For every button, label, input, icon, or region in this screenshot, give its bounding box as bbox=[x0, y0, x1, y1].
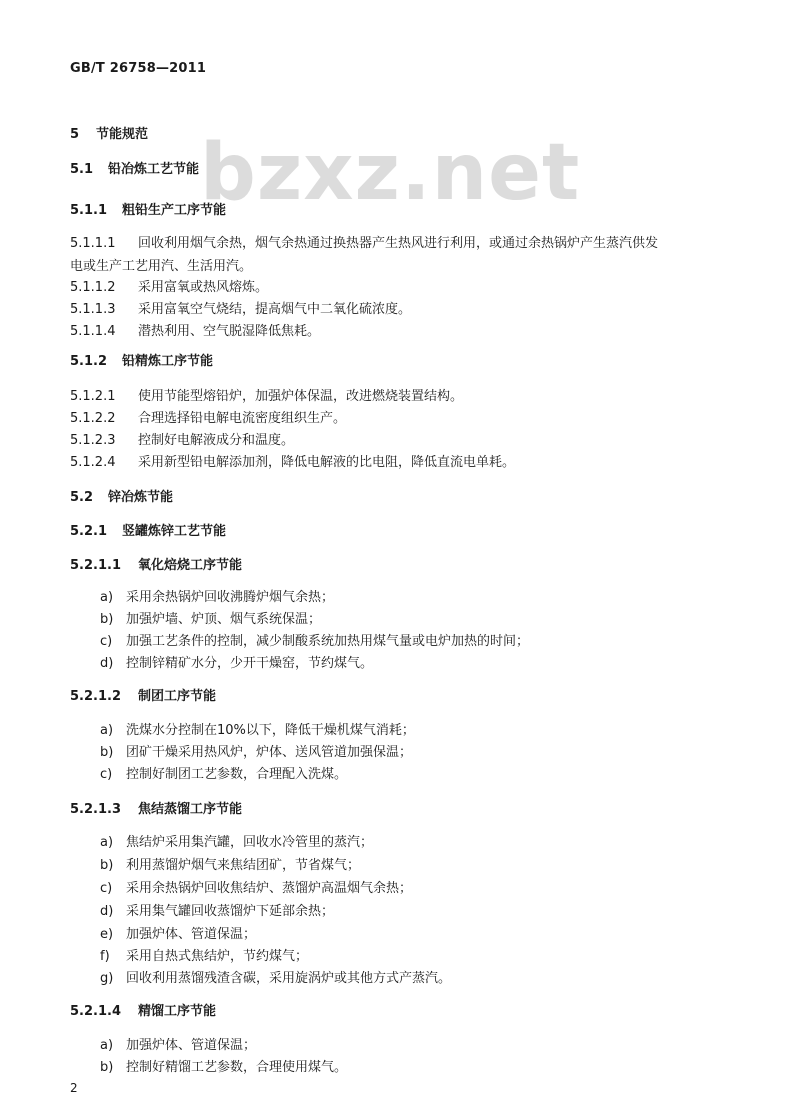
section-heading-5-2-1-4: 5.2.1.4 精馏工序节能 bbox=[70, 1004, 217, 1019]
list-item: c) 加强工艺条件的控制，减少制酸系统加热用煤气量或电炉加热的时间； bbox=[100, 634, 530, 649]
watermark: bzxz.net bbox=[200, 128, 581, 218]
section-heading-5-2-1-3: 5.2.1.3 焦结蒸馏工序节能 bbox=[70, 802, 243, 817]
list-item: a) 洗煤水分控制在10%以下，降低干燥机煤气消耗； bbox=[100, 723, 415, 738]
section-heading-5-2-1-2: 5.2.1.2 制团工序节能 bbox=[70, 689, 217, 704]
list-item: b) 加强炉墙、炉顶、烟气系统保温； bbox=[100, 612, 322, 627]
section-heading-5-2-1-1: 5.2.1.1 氧化焙烧工序节能 bbox=[70, 558, 243, 573]
list-item: g) 回收利用蒸馏残渣含碳，采用旋涡炉或其他方式产蒸汽。 bbox=[100, 971, 452, 986]
clause-5-1-1-2: 5.1.1.2 采用富氧或热风熔炼。 bbox=[70, 280, 269, 295]
section-heading-5-1-1: 5.1.1 粗铅生产工序节能 bbox=[70, 203, 227, 218]
section-heading-5-2-1: 5.2.1 竖罐炼锌工艺节能 bbox=[70, 524, 227, 539]
list-item: c) 控制好制团工艺参数，合理配入洗煤。 bbox=[100, 767, 348, 782]
list-item: b) 控制好精馏工艺参数，合理使用煤气。 bbox=[100, 1060, 348, 1075]
page-number: 2 bbox=[70, 1081, 78, 1095]
list-item: a) 采用余热锅炉回收沸腾炉烟气余热； bbox=[100, 590, 335, 605]
list-item: e) 加强炉体、管道保温； bbox=[100, 927, 257, 942]
clause-5-1-1-4: 5.1.1.4 潜热利用、空气脱湿降低焦耗。 bbox=[70, 324, 321, 339]
list-item: d) 控制锌精矿水分，少开干燥窑，节约煤气。 bbox=[100, 656, 374, 671]
list-item: a) 焦结炉采用集汽罐，回收水冷管里的蒸汽； bbox=[100, 835, 374, 850]
section-heading-5-1-2: 5.1.2 铅精炼工序节能 bbox=[70, 354, 214, 369]
section-heading-5-2: 5.2 锌冶炼节能 bbox=[70, 490, 174, 505]
list-item: d) 采用集气罐回收蒸馏炉下延部余热； bbox=[100, 904, 335, 919]
clause-5-1-2-1: 5.1.2.1 使用节能型熔铅炉，加强炉体保温，改进燃烧装置结构。 bbox=[70, 389, 464, 404]
list-item: a) 加强炉体、管道保温； bbox=[100, 1038, 257, 1053]
list-item: b) 利用蒸馏炉烟气来焦结团矿，节省煤气； bbox=[100, 858, 361, 873]
clause-5-1-2-4: 5.1.2.4 采用新型铅电解添加剂，降低电解液的比电阻，降低直流电单耗。 bbox=[70, 455, 516, 470]
section-heading-5-1: 5.1 铅冶炼工艺节能 bbox=[70, 162, 200, 177]
clause-5-1-1-1: 5.1.1.1 回收利用烟气余热，烟气余热通过换热器产生热风进行利用，或通过余热锅炉产生蒸汽供发 bbox=[70, 236, 659, 251]
list-item: c) 采用余热锅炉回收焦结炉、蒸馏炉高温烟气余热； bbox=[100, 881, 413, 896]
clause-5-1-2-3: 5.1.2.3 控制好电解液成分和温度。 bbox=[70, 433, 295, 448]
list-item: b) 团矿干燥采用热风炉，炉体、送风管道加强保温； bbox=[100, 745, 413, 760]
standard-code-header: GB/T 26758—2011 bbox=[70, 61, 207, 76]
clause-5-1-1-3: 5.1.1.3 采用富氧空气烧结，提高烟气中二氧化硫浓度。 bbox=[70, 302, 412, 317]
clause-5-1-2-2: 5.1.2.2 合理选择铅电解电流密度组织生产。 bbox=[70, 411, 347, 426]
list-item: f) 采用自热式焦结炉，节约煤气； bbox=[100, 949, 309, 964]
section-heading-5: 5 节能规范 bbox=[70, 127, 149, 142]
clause-5-1-1-1-cont: 电或生产工艺用汽、生活用汽。 bbox=[70, 259, 253, 274]
